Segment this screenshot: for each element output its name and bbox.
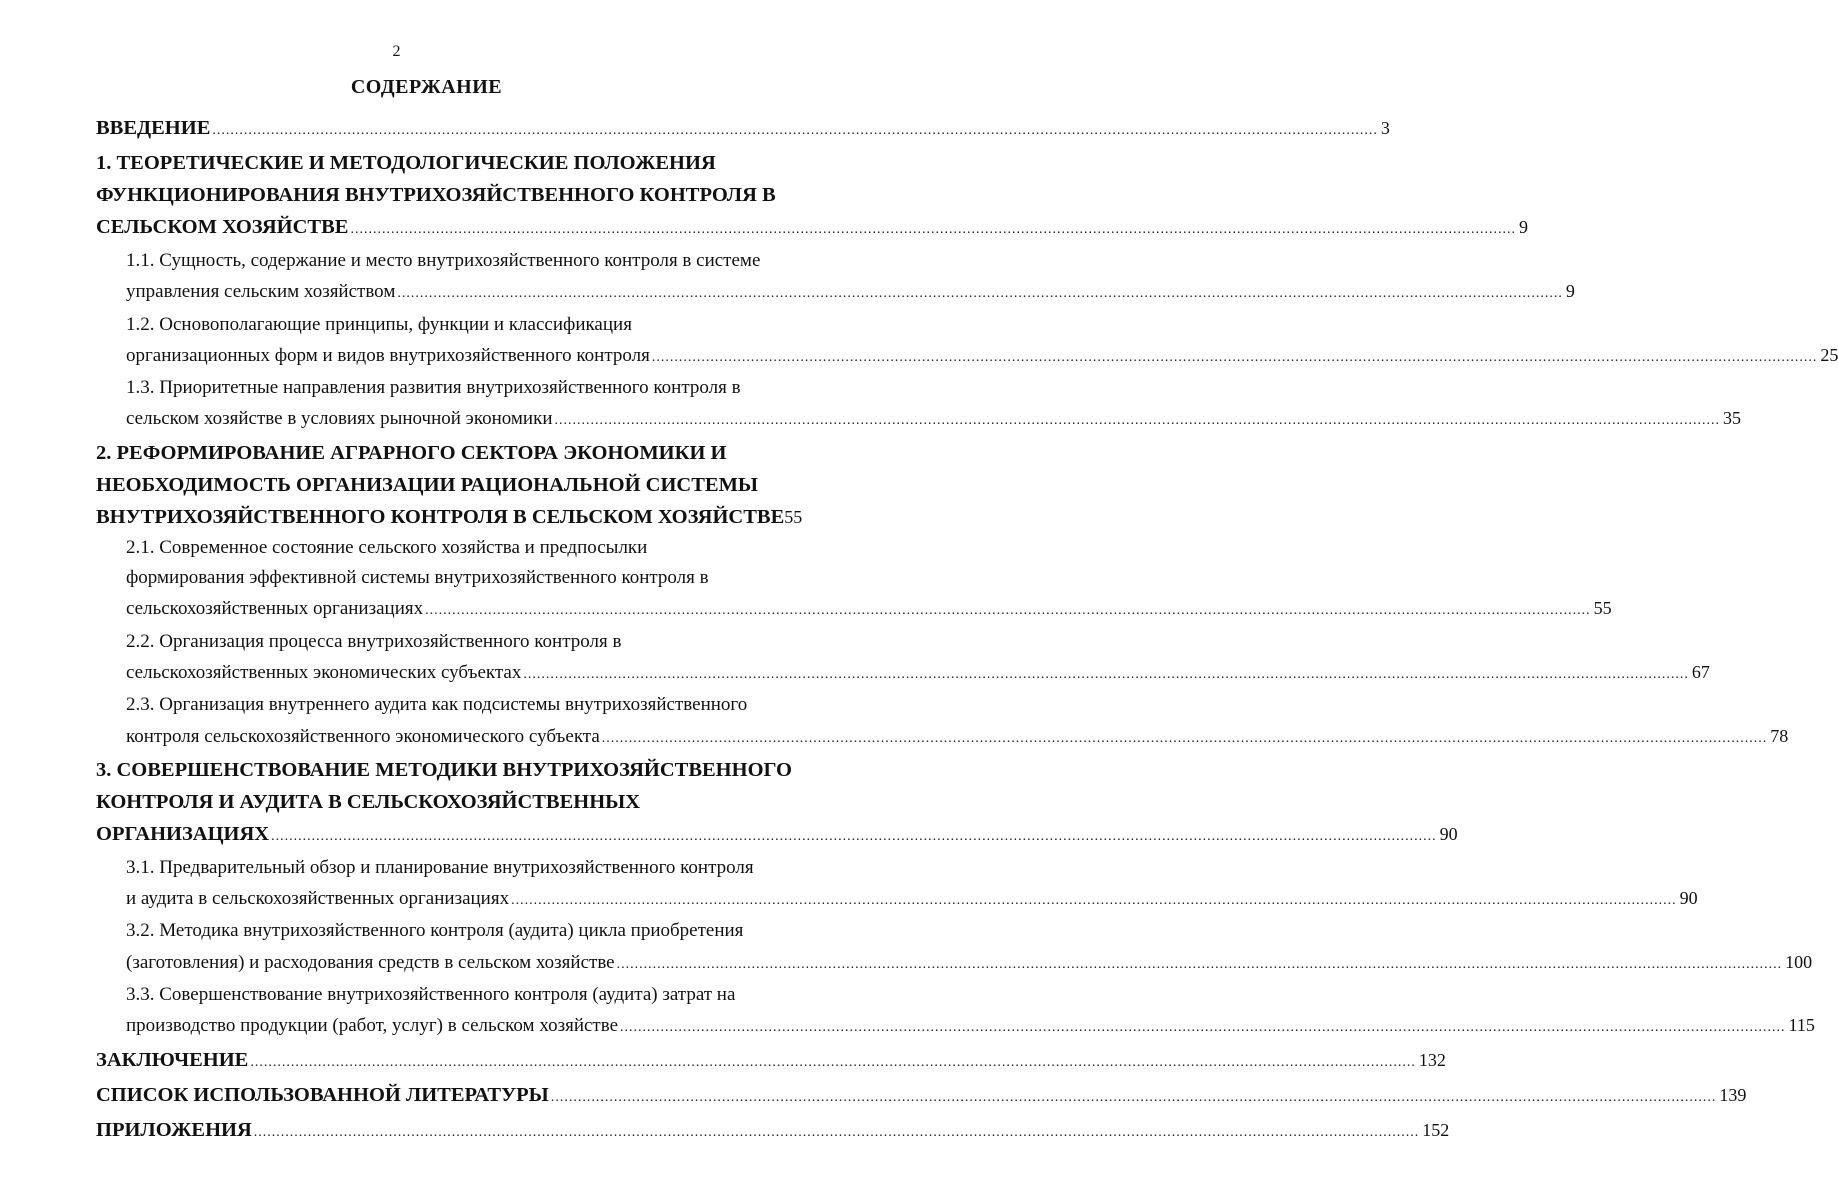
dot-leader: [602, 724, 1768, 754]
toc-page-number: 139: [1719, 1084, 1747, 1105]
toc-entry: [96, 310, 1838, 374]
toc-entry-text: управления сельским хозяйством: [126, 281, 396, 303]
toc-entry-text: организационных форм и видов внутрихозяйственного контроля: [126, 344, 650, 366]
toc-entry: [96, 112, 1390, 147]
toc-entry-text: 1. ТЕОРЕТИЧЕСКИЕ И МЕТОДОЛОГИЧЕСКИЕ ПОЛОЖЕНИЯ: [96, 152, 716, 174]
page-title: СОДЕРЖАНИЕ: [350, 76, 503, 98]
toc-entry-text: 1.1. Сущность, содержание и место внутрихозяйственного контроля в системе: [126, 250, 761, 271]
toc-entry: [96, 690, 1789, 754]
toc-entry-text: производство продукции (работ, услуг) в сельском хозяйстве: [126, 1015, 619, 1037]
toc-entry-text: 3. СОВЕРШЕНСТВОВАНИЕ МЕТОДИКИ ВНУТРИХОЗЯЙСТВЕННОГО: [96, 758, 792, 781]
dot-leader: [425, 596, 1591, 626]
toc-entry-text: ФУНКЦИОНИРОВАНИЯ ВНУТРИХОЗЯЙСТВЕННОГО КОНТРОЛЯ В: [96, 184, 776, 206]
toc-entry: [96, 853, 1698, 917]
table-of-contents: [96, 112, 1838, 1149]
toc-entry-text: сельскохозяйственных организациях: [126, 598, 424, 620]
dot-leader: [620, 1013, 1786, 1043]
toc-entry-text: СЕЛЬСКОМ ХОЗЯЙСТВЕ: [96, 216, 349, 238]
toc-entry-text: 2. РЕФОРМИРОВАНИЕ АГРАРНОГО СЕКТОРА ЭКОНОМИКИ И: [96, 441, 727, 464]
toc-entry-text: ЗАКЛЮЧЕНИЕ: [96, 1048, 249, 1071]
dot-leader: [523, 660, 1689, 690]
toc-page-number: 78: [1770, 725, 1789, 746]
toc-entry: [96, 437, 803, 533]
toc-page-number: 115: [1788, 1015, 1815, 1036]
dot-leader: [212, 115, 1378, 147]
toc-entry-text: контроля сельскохозяйственного экономического субъекта: [126, 725, 600, 747]
dot-leader: [551, 1082, 1717, 1114]
toc-entry: [96, 147, 1528, 246]
dot-leader: [254, 1117, 1420, 1149]
dot-leader: [555, 406, 1721, 436]
toc-entry-text: (заготовления) и расходования средств в сельском хозяйстве: [126, 951, 615, 973]
dot-leader: [511, 886, 1677, 916]
toc-entry-text: и аудита в сельскохозяйственных организациях: [126, 888, 510, 910]
dot-leader: [652, 343, 1818, 373]
toc-entry-text: СПИСОК ИСПОЛЬЗОВАННОЙ ЛИТЕРАТУРЫ: [96, 1083, 549, 1106]
toc-entry-text: ПРИЛОЖЕНИЯ: [96, 1118, 252, 1141]
toc-entry-text: 3.2. Методика внутрихозяйственного контроля (аудита) цикла приобретения: [126, 920, 744, 942]
page-number: 2: [392, 43, 401, 60]
toc-page-number: 9: [1518, 217, 1528, 237]
toc-entry-text: ВВЕДЕНИЕ: [96, 117, 211, 139]
toc-page-number: 67: [1691, 661, 1710, 682]
toc-entry: [96, 1044, 1446, 1079]
toc-entry-text: НЕОБХОДИМОСТЬ ОРГАНИЗАЦИИ РАЦИОНАЛЬНОЙ СИСТЕМЫ: [96, 473, 759, 496]
toc-page-number: 35: [1723, 408, 1741, 429]
toc-page-number: 25: [1820, 344, 1838, 365]
toc-entry: [96, 533, 1612, 627]
toc-entry-text: 1.2. Основополагающие принципы, функции и классификация: [126, 313, 632, 335]
toc-page-number: 55: [784, 506, 803, 527]
toc-entry-text: 2.2. Организация процесса внутрихозяйственного контроля в: [126, 630, 622, 652]
toc-entry: [96, 916, 1813, 980]
toc-entry-text: 2.3. Организация внутреннего аудита как подсистемы внутрихозяйственного: [126, 694, 748, 716]
toc-entry-text: КОНТРОЛЯ И АУДИТА В СЕЛЬСКОХОЗЯЙСТВЕННЫХ: [96, 790, 641, 813]
dot-leader: [397, 279, 1563, 309]
dot-leader: [350, 214, 1516, 246]
toc-entry: [96, 373, 1741, 437]
toc-entry: [96, 1114, 1450, 1149]
toc-entry-text: 1.3. Приоритетные направления развития внутрихозяйственного контроля в: [126, 377, 741, 399]
toc-entry: [96, 754, 1458, 853]
dot-leader: [271, 821, 1437, 853]
toc-page-number: 3: [1380, 118, 1390, 138]
toc-page-number: 152: [1422, 1119, 1450, 1140]
toc-page-number: 100: [1785, 951, 1813, 972]
toc-entry-text: формирования эффективной системы внутрихозяйственного контроля в: [126, 567, 709, 589]
toc-entry: [96, 246, 1575, 310]
toc-page-number: 55: [1593, 598, 1612, 619]
toc-entry: [96, 627, 1710, 691]
toc-entry-text: 3.1. Предварительный обзор и планирование внутрихозяйственного контроля: [126, 856, 754, 878]
toc-entry-text: сельскохозяйственных экономических субъектах: [126, 661, 522, 683]
toc-entry-text: ВНУТРИХОЗЯЙСТВЕННОГО КОНТРОЛЯ В СЕЛЬСКОМ ХОЗЯЙСТВЕ: [96, 505, 785, 528]
dot-leader: [250, 1047, 1416, 1079]
toc-page-number: 9: [1565, 281, 1575, 302]
toc-entry-text: ОРГАНИЗАЦИЯХ: [96, 822, 270, 845]
toc-entry-text: 3.3. Совершенствование внутрихозяйственного контроля (аудита) затрат на: [126, 984, 736, 1006]
toc-entry-text: сельском хозяйстве в условиях рыночной экономики: [126, 408, 553, 430]
toc-entry: [96, 1079, 1747, 1114]
dot-leader: [617, 950, 1783, 980]
toc-page-number: 90: [1439, 823, 1458, 844]
toc-page-number: 90: [1679, 888, 1698, 909]
toc-page-number: 132: [1418, 1049, 1446, 1070]
toc-entry-text: 2.1. Современное состояние сельского хозяйства и предпосылки: [126, 536, 648, 558]
toc-entry: [96, 980, 1815, 1044]
